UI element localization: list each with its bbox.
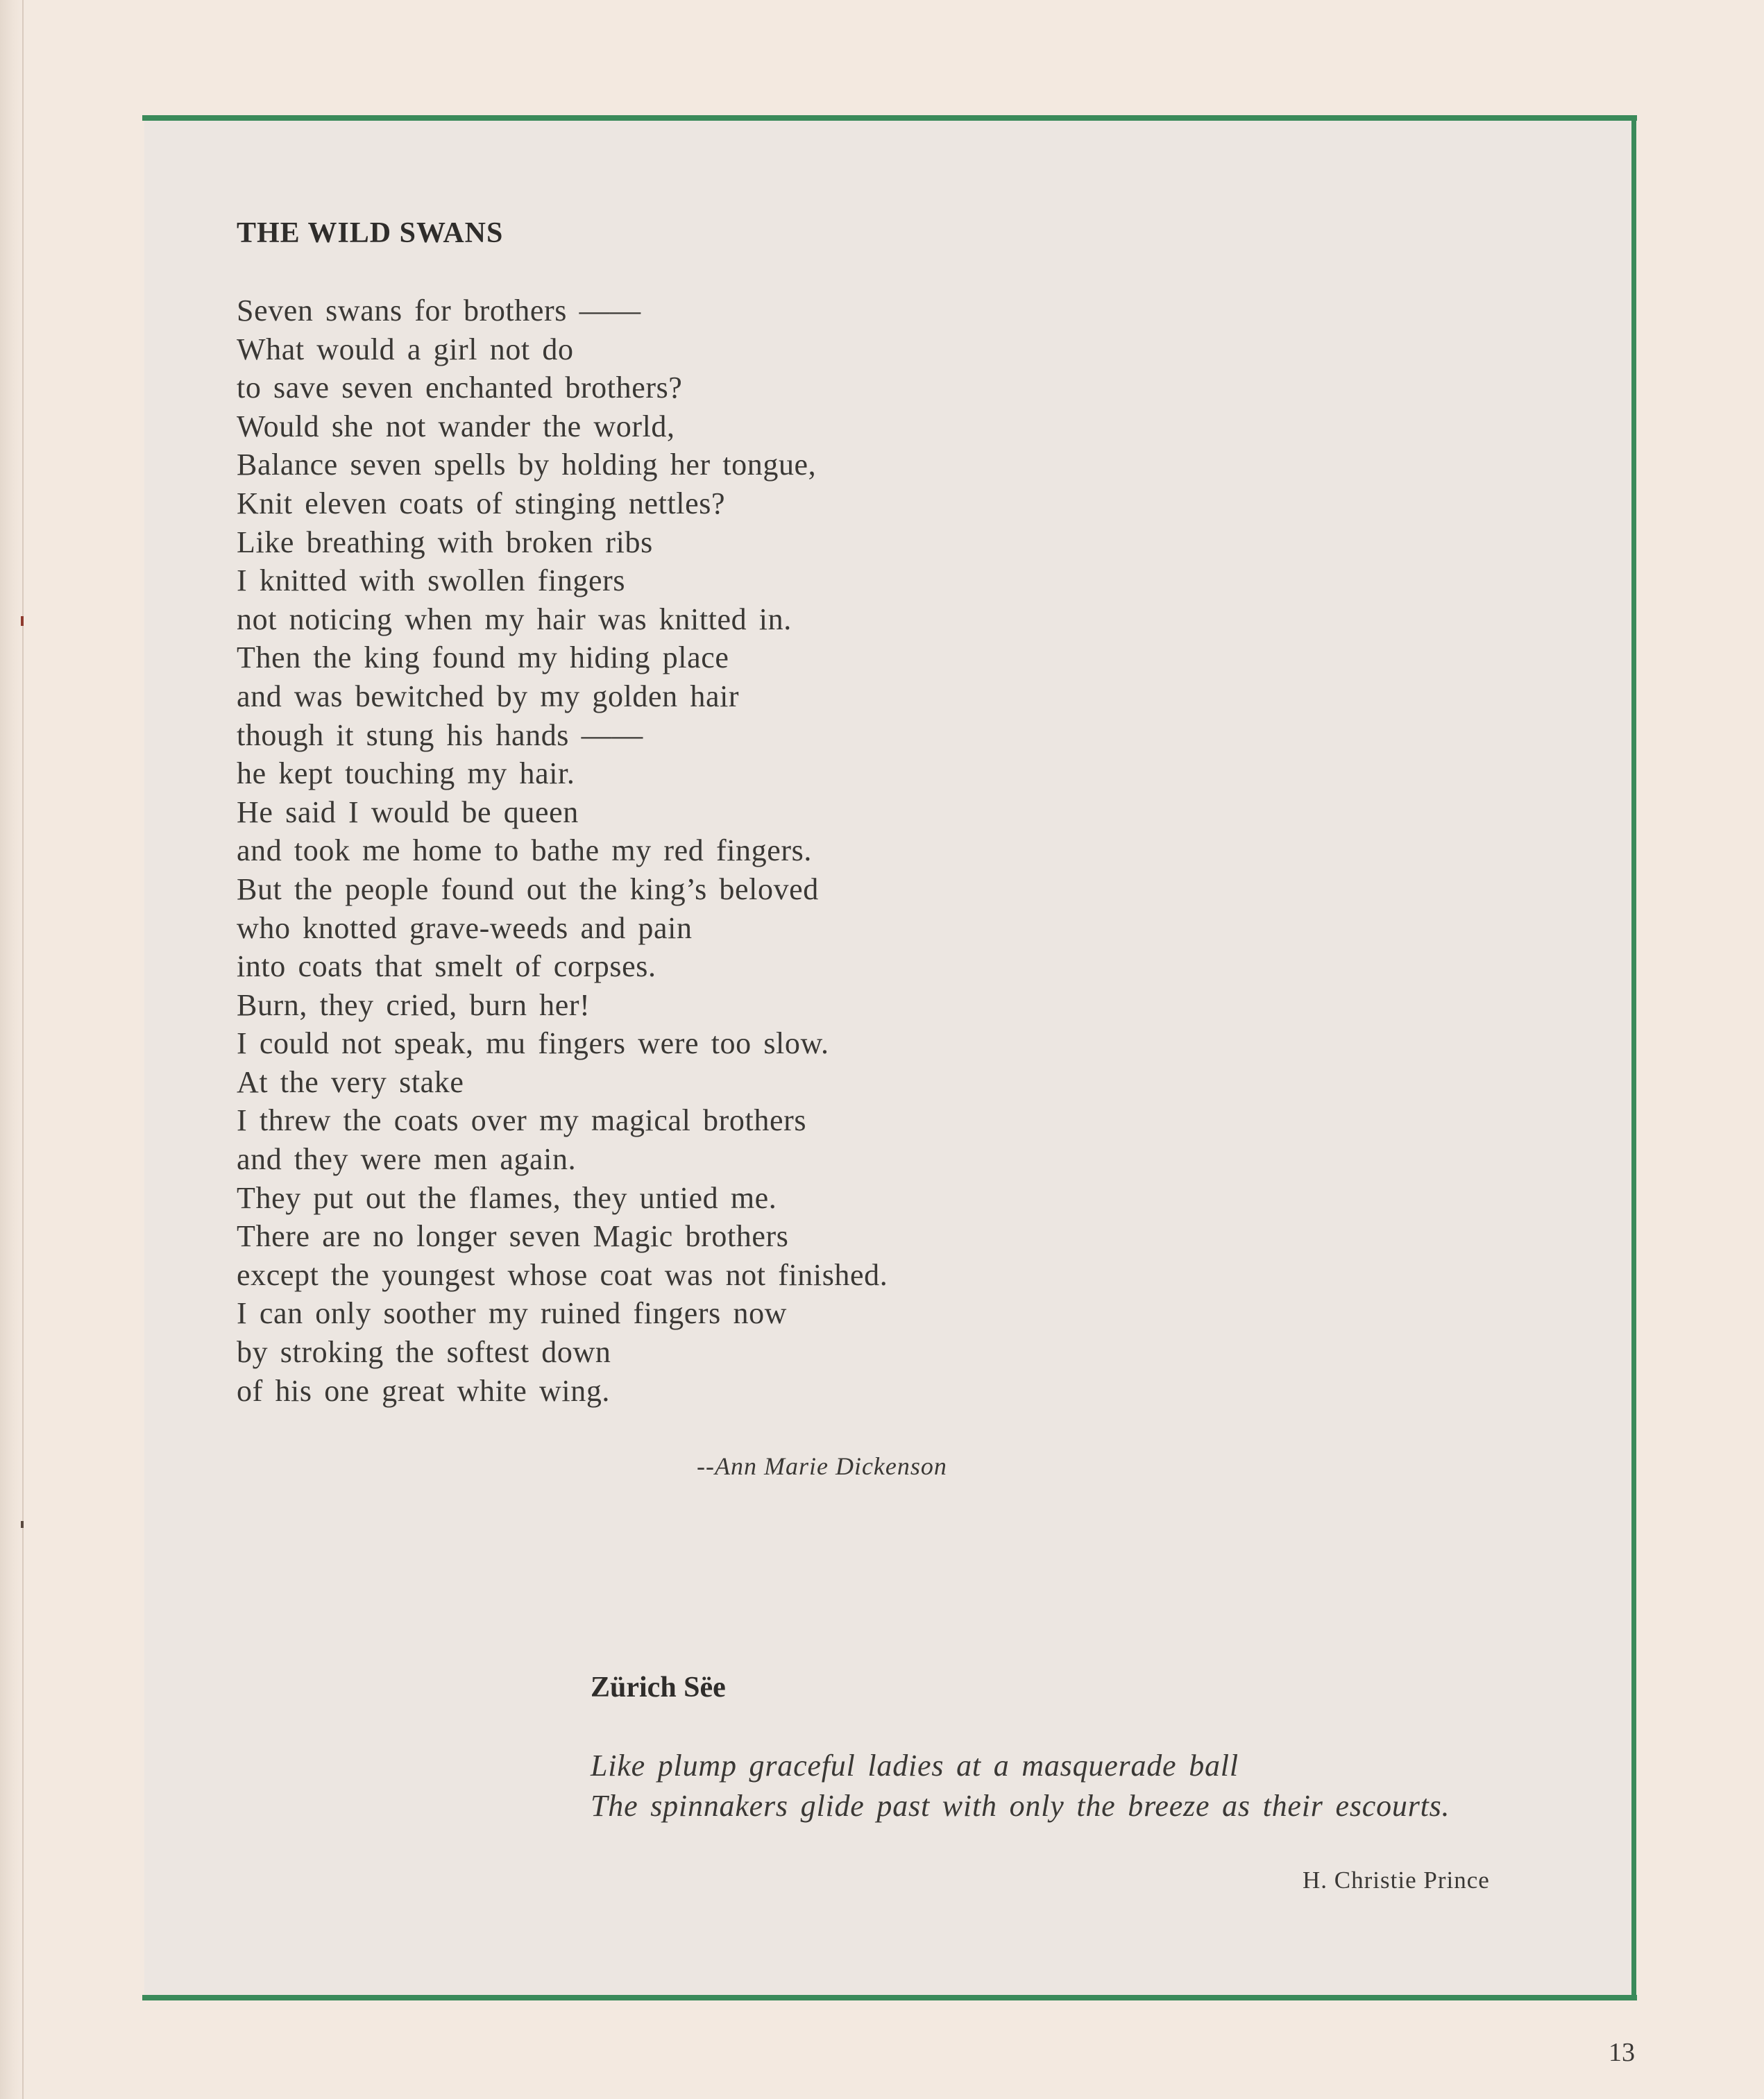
margin-mark <box>21 1521 24 1528</box>
poem-line: Would she not wander the world, <box>237 409 675 443</box>
poem-line: Then the king found my hiding place <box>237 640 729 675</box>
poem-attribution: --Ann Marie Dickenson <box>697 1452 947 1480</box>
poem-line: At the very stake <box>237 1064 464 1099</box>
poem-line: What would a girl not do <box>237 332 574 366</box>
frame-right-rule <box>1631 115 1636 2000</box>
poem-line: I threw the coats over my magical brothers <box>237 1103 807 1138</box>
second-poem-title: Zürich Sëe <box>591 1672 726 1703</box>
poem-line: There are no longer seven Magic brothers <box>237 1219 789 1254</box>
frame-bottom-rule <box>142 1995 1637 2000</box>
poem-line: except the youngest whose coat was not finished. <box>237 1257 888 1292</box>
second-poem-line: Like plump graceful ladies at a masquerade ball <box>591 1749 1239 1783</box>
poem-line: who knotted grave-weeds and pain <box>237 910 693 945</box>
poem-line: not noticing when my hair was knitted in. <box>237 602 792 636</box>
poem-line: into coats that smelt of corpses. <box>237 949 656 984</box>
poem-line: to save seven enchanted brothers? <box>237 371 683 405</box>
page-binding-edge <box>0 0 24 2099</box>
poem-line: though it stung his hands —— <box>237 717 643 752</box>
poem-line: he kept touching my hair. <box>237 756 575 791</box>
page-gutter-line <box>22 0 24 2099</box>
margin-mark <box>21 616 24 626</box>
poem-line: He said I would be queen <box>237 794 579 829</box>
frame-top-rule <box>142 115 1637 121</box>
poem-line: of his one great white wing. <box>237 1373 611 1408</box>
poem-line: Knit eleven coats of stinging nettles? <box>237 486 726 520</box>
poem-line: and they were men again. <box>237 1142 577 1177</box>
poem-line: I could not speak, mu fingers were too slow. <box>237 1026 829 1061</box>
poem-line: They put out the flames, they untied me. <box>237 1180 777 1215</box>
poem-line: by stroking the softest down <box>237 1335 611 1370</box>
poem-line: and took me home to bathe my red fingers. <box>237 833 812 868</box>
poem-body <box>237 291 888 1410</box>
poem-line: Balance seven spells by holding her tongue, <box>237 448 817 482</box>
poem-title: THE WILD SWANS <box>237 217 504 249</box>
poem-line: I can only soother my ruined fingers now <box>237 1296 788 1331</box>
poem-line: I knitted with swollen fingers <box>237 563 626 598</box>
poem-line: Like breathing with broken ribs <box>237 525 653 559</box>
second-poem-line: The spinnakers glide past with only the breeze as their escourts. <box>591 1789 1450 1823</box>
poem-line: But the people found out the king’s beloved <box>237 872 819 906</box>
second-poem-attribution: H. Christie Prince <box>1303 1867 1490 1894</box>
poem-line: Seven swans for brothers —— <box>237 294 641 328</box>
page-number: 13 <box>1609 2038 1635 2067</box>
second-poem-body <box>591 1746 1450 1826</box>
poem-line: Burn, they cried, burn her! <box>237 987 591 1022</box>
poem-line: and was bewitched by my golden hair <box>237 679 740 713</box>
